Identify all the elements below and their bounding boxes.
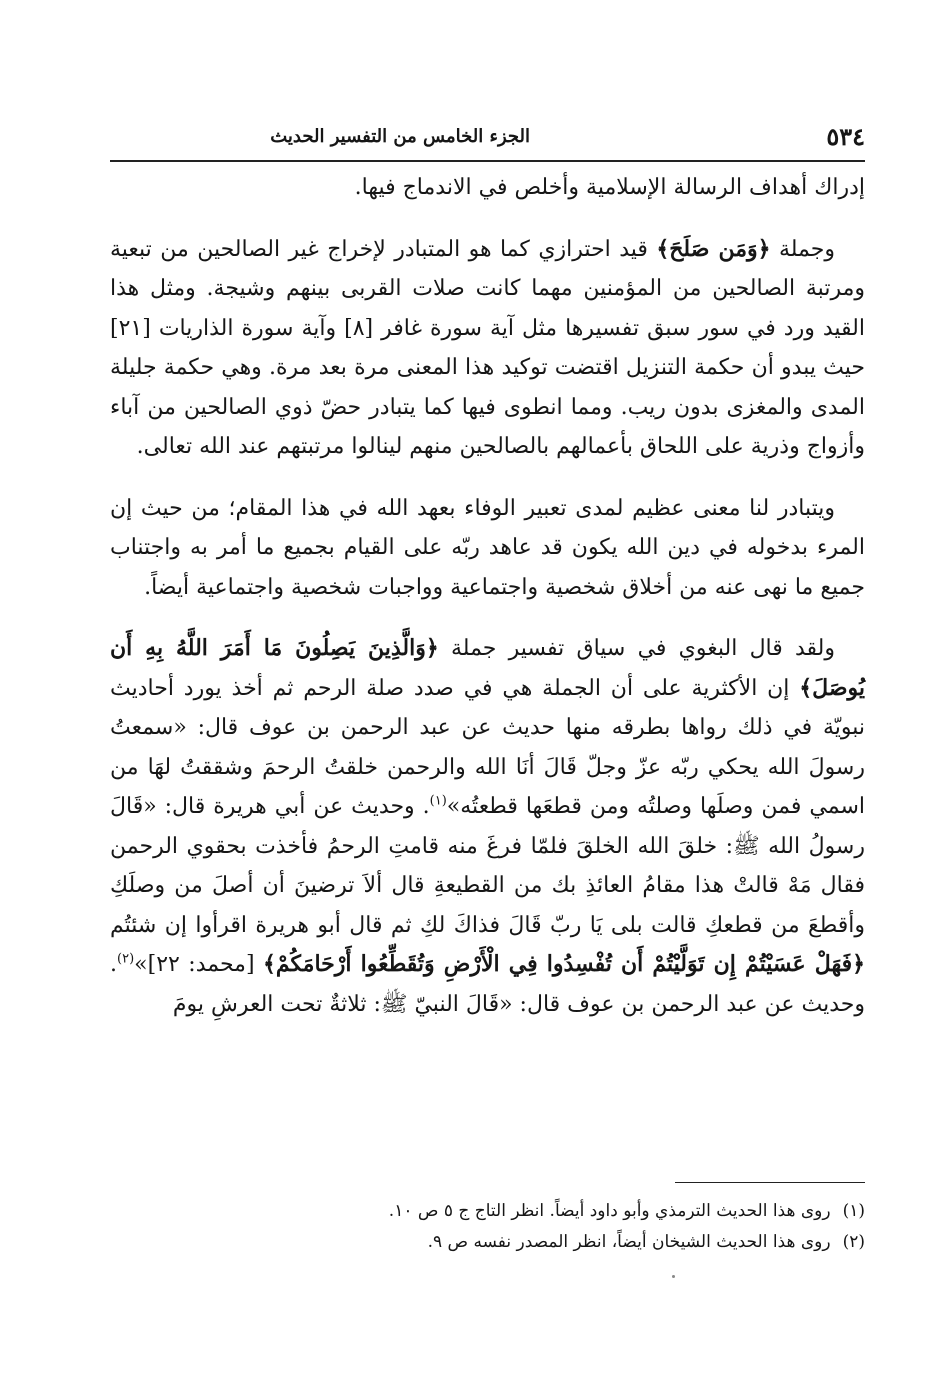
header-divider [110,160,865,162]
footnote-divider [675,1182,865,1183]
quran-verse: ﴿فَهَلْ عَسَيْتُمْ إِن تَوَلَّيْتُمْ أَن تُفْسِدُوا فِي الْأَرْضِ وَتُقَطِّعُوا أَرْحَامَكُمْ﴾ [262,951,865,977]
footnote-number: (١) [842,1201,865,1221]
footnote-ref-1: (١) [429,793,447,809]
paragraph-4-text-3: . وحديث عن عبد الرحمن بن عوف قال: «قَالَ النبيّ ﷺ: ثلاثةٌ تحت العرشِ يومَ [110,952,865,1017]
paragraph-4-text: إن الأكثرية على أن الجملة هي في صدد صلة الرحم ثم أخذ يورد أحاديث نبويّة في ذلك رواها بطرقه منها حديث عن عبد الرحمن بن عوف قال: «سمعتُ رسولَ الله يحكي ربّه عزّ وجلّ قَالَ أنَا الله والرحمن خلقتُ الرحمَ وشققتُ لهَا من اسمي فمن وصلَها وصلتُه ومن قطعَها قطعتُه» [110,675,865,819]
footnote-number: (٢) [842,1232,865,1252]
page-header [110,118,865,154]
running-title: الجزء الخامس من التفسير الحديث [270,126,530,147]
scan-speck [672,1275,675,1278]
footnote-text: روى هذا الحديث الشيخان أيضاً، انظر المصدر نفسه ص ٩. [427,1232,831,1252]
paragraph-2 [110,230,865,467]
footnote-2 [110,1227,865,1258]
paragraph-4-text-2: . وحديث عن أبي هريرة قال: «قَالَ رسولُ الله ﷺ: خلقَ الله الخلقَ فلمّا فرغَ منه قامتِ الرحمُ فأخذت بحقوي الرحمن فقال مَهْ قالتْ هذا مقامُ العائذِ بك من القطيعةِ قال ألاَ ترضينَ أن أصلَ من وصلَكِ وأقطعَ من قطعكِ قالت بلى يَا ربّ قَالَ فذاكَ لكِ ثم قال أبو هريرة اقرأوا إن شئتُم [110,794,865,938]
paragraph-4-citation: [محمد: ٢٢]» [134,952,263,977]
page-number: ٥٣٤ [826,122,865,151]
quran-verse: ﴿وَمَن صَلَحَ﴾ [656,235,771,262]
footnotes [110,1196,865,1258]
paragraph-2-lead: وجملة [770,236,835,262]
paragraph-1: إدراك أهداف الرسالة الإسلامية وأخلص في الاندماج فيها. [354,175,865,200]
main-text [110,168,865,1046]
footnote-text: روى هذا الحديث الترمذي وأبو داود أيضاً. انظر التاج ج ٥ ص ١٠. [388,1201,831,1221]
footnote-1 [110,1196,865,1227]
paragraph-2-text: قيد احترازي كما هو المتبادر لإخراج غير الصالحين من تبعية ومرتبة الصالحين من المؤمنين مهما كانت صلات القربى بينهم وشيجة. ومثل هذا القيد ورد في سور سبق تفسيرها مثل آية سورة غافر [٨] وآية سورة الذاريات [٢١] حيث يبدو أن حكمة التنزيل اقتضت توكيد هذا المعنى مرة بعد مرة. وهي حكمة جليلة المدى والمغزى بدون ريب. ومما انطوى فيها كما يتبادر حضّ ذوي الصالحين من آباء وأزواج وذرية على اللحاق بأعمالهم بالصالحين منهم لينالوا مرتبتهم عند الله تعالى. [110,236,865,459]
paragraph-3: ويتبادر لنا معنى عظيم لمدى تعبير الوفاء بعهد الله في هذا المقام؛ من حيث إن المرء بدخوله في دين الله يكون قد عاهد ربّه على القيام بجميع ما أمر به واجتناب جميع ما نهى عنه من أخلاق شخصية واجتماعية وواجبات شخصية واجتماعية أيضاً. [110,495,865,600]
quran-verse: ﴿وَالَّذِينَ يَصِلُونَ مَا أَمَرَ اللَّهُ بِهِ أَن يُوصَلَ﴾ [110,635,865,701]
paragraph-4-lead: ولقد قال البغوي في سياق تفسير جملة [438,636,836,661]
paragraph-4 [110,629,865,1024]
footnote-ref-2: (٢) [117,951,135,967]
